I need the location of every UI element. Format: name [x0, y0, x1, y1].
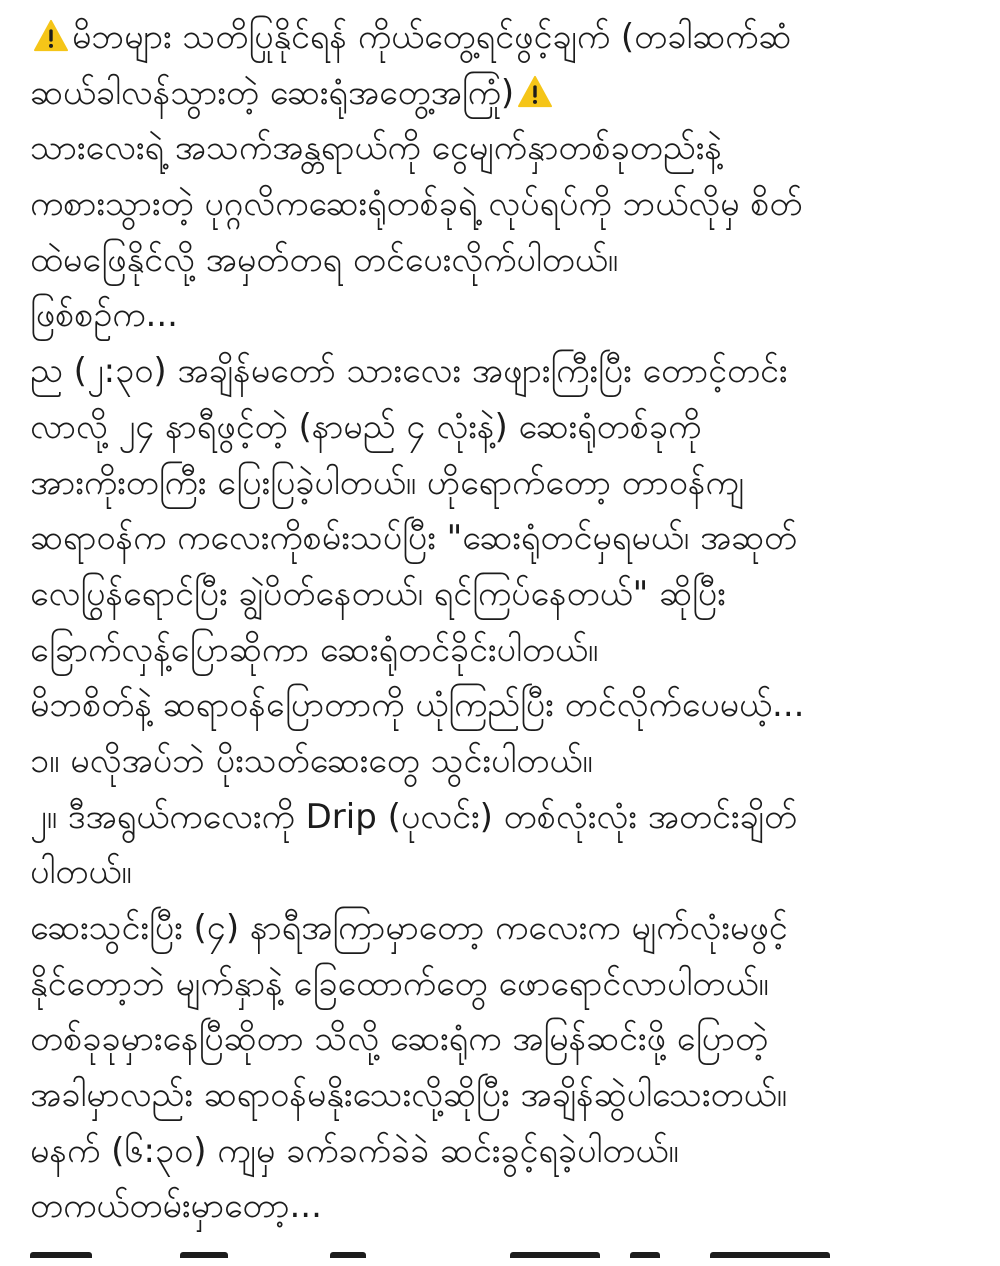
post-line	[30, 734, 980, 790]
post-line-text: ည (၂:၃၀) အချိန်မတော် သားလေး အဖျားကြီးပြီး တောင့်တင်း	[30, 351, 788, 392]
post-line-text: ခြောက်လှန့်ပြောဆိုကာ ဆေးရုံတင်ခိုင်းပါတယ်။	[30, 629, 599, 670]
post-line-text: မိဘစိတ်နဲ့ ဆရာဝန်ပြောတာကို ယုံကြည်ပြီး တင်လိုက်ပေမယ့်...	[30, 685, 805, 726]
warning-icon	[34, 19, 68, 53]
post-line-text: ဆယ်ခါလန်သွားတဲ့ ဆေးရုံအတွေ့အကြုံ)	[30, 72, 515, 113]
post-line-text: လာလို့ ၂၄ နာရီဖွင့်တဲ့ (နာမည် ၄ လုံးနဲ့) ဆေးရုံတစ်ခုကို	[30, 406, 702, 447]
post-line-text: ဖြစ်စဉ်က...	[30, 295, 178, 336]
post-line	[30, 511, 980, 567]
post-line	[30, 623, 980, 679]
post-line	[30, 288, 980, 344]
post-line-text: တကယ်တမ်းမှာတော့...	[30, 1186, 322, 1227]
post-line	[30, 456, 980, 512]
post-line	[30, 66, 980, 122]
post-line-text: ၂။ ဒီအရွယ်ကလေးကို Drip (ပုလင်း) တစ်လုံးလုံး အတင်းချိတ်	[30, 796, 798, 837]
post-line-text: တစ်ခုခုမှားနေပြီဆိုတာ သိလို့ ဆေးရုံက အမြန်ဆင်းဖို့ ပြောတဲ့	[30, 1019, 769, 1060]
post-line	[30, 790, 980, 846]
post-line-text: ပါတယ်။	[30, 852, 132, 893]
post-line-text: သားလေးရဲ့ အသက်အန္တရာယ်ကို ငွေမျက်နှာတစ်ခုတည်းနဲ့	[30, 128, 722, 169]
post-line-text: လေပြွန်ရောင်ပြီး ချွဲပိတ်နေတယ်၊ ရင်ကြပ်နေတယ်" ဆိုပြီး	[30, 573, 726, 614]
post-line	[30, 678, 980, 734]
post-line-text: ဆေးသွင်းပြီး (၄) နာရီအကြာမှာတော့ ကလေးက မျက်လုံးမဖွင့်	[30, 908, 788, 948]
post-line	[30, 901, 980, 957]
post-line-text: အခါမှာလည်း ဆရာဝန်မနိုးသေးလို့ဆိုပြီး အချိန်ဆွဲပါသေးတယ်။	[30, 1075, 787, 1116]
post-line-text: ၁။ မလိုအပ်ဘဲ ပိုးသတ်ဆေးတွေ သွင်းပါတယ်။	[30, 740, 593, 781]
post-line	[30, 957, 980, 1013]
post-line-text: နိုင်တော့ဘဲ မျက်နှာနဲ့ ခြေထောက်တွေ ဖောရောင်လာပါတယ်။	[30, 963, 769, 1004]
post-line	[30, 177, 980, 233]
post-text	[30, 10, 980, 1235]
post-line-text: ထဲမဖြေနိုင်လို့ အမှတ်တရ တင်ပေးလိုက်ပါတယ်။	[30, 239, 619, 280]
post-line	[30, 567, 980, 623]
post-line	[30, 845, 980, 901]
post-line	[30, 121, 980, 177]
post-line-text: ဆရာဝန်က ကလေးကိုစမ်းသပ်ပြီး "ဆေးရုံတင်မှရမယ်၊ အဆုတ်	[30, 518, 798, 559]
post-line	[30, 1068, 980, 1124]
post-line	[30, 1179, 980, 1235]
post-line	[30, 233, 980, 289]
post-line	[30, 1124, 980, 1180]
warning-icon	[518, 75, 552, 109]
post-line	[30, 344, 980, 400]
post-line-text: မိဘများ သတိပြုနိုင်ရန် ကိုယ်တွေ့ရင်ဖွင့်ချက် (တခါဆက်ဆံ	[72, 17, 792, 57]
post-line	[30, 400, 980, 456]
post-line	[30, 1012, 980, 1068]
post-line-text: မနက် (၆:၃၀) ကျမှ ခက်ခက်ခဲခဲ ဆင်းခွင့်ရခဲ့ပါတယ်။	[30, 1130, 679, 1171]
post-line	[30, 10, 980, 66]
post-line-text: ကစားသွားတဲ့ ပုဂ္ဂလိကဆေးရုံတစ်ခုရဲ့ လုပ်ရပ်ကို ဘယ်လိုမှ စိတ်	[30, 184, 803, 225]
post-line-text: အားကိုးတကြီး ပြေးပြခဲ့ပါတယ်။ ဟိုရောက်တော့ တာဝန်ကျ	[30, 462, 745, 503]
